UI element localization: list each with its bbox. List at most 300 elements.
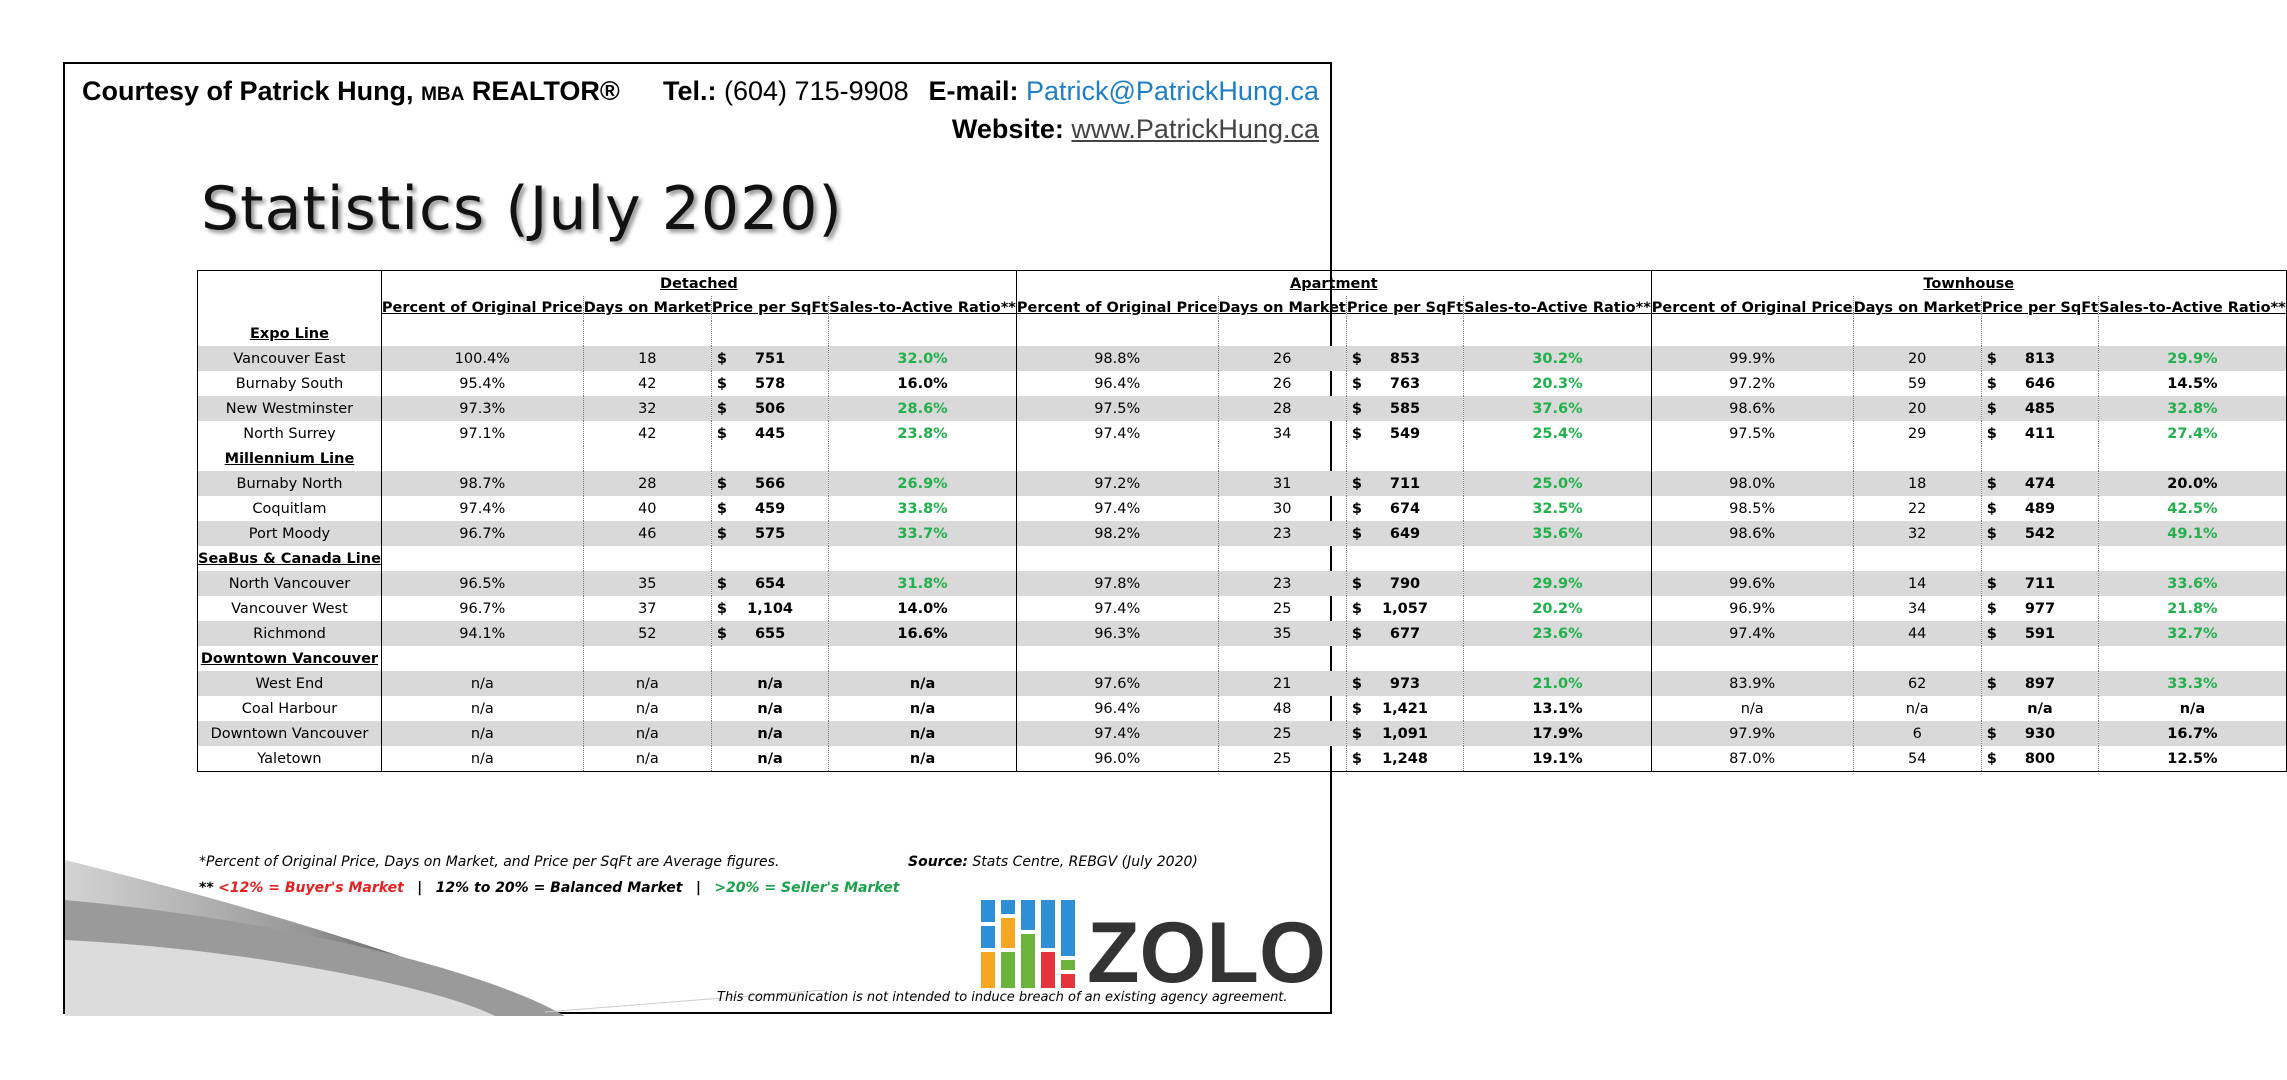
- percent-original-cell: 98.8%: [1016, 346, 1218, 371]
- currency-symbol: $: [1351, 500, 1362, 517]
- area-name: Vancouver East: [198, 346, 382, 371]
- currency-symbol: $: [1986, 725, 1997, 742]
- currency-symbol: $: [1986, 375, 1997, 392]
- currency-symbol: $: [716, 375, 728, 392]
- table-row: [198, 571, 2287, 596]
- days-on-market-cell: 32: [583, 396, 711, 421]
- price-per-sqft-cell: [711, 371, 828, 396]
- sales-ratio-cell: n/a: [829, 721, 1017, 746]
- empty-cell: [1016, 646, 1218, 671]
- price-per-sqft-cell: [1981, 496, 2098, 521]
- empty-cell: [583, 646, 711, 671]
- sales-ratio-cell: 27.4%: [2167, 425, 2218, 442]
- price-per-sqft-cell: [1981, 621, 2098, 646]
- currency-symbol: $: [1351, 600, 1362, 617]
- price-per-sqft-cell: [1346, 721, 1463, 746]
- table-row: [198, 496, 2287, 521]
- days-on-market-cell: 34: [1853, 596, 1981, 621]
- column-header: Sales-to-Active Ratio**: [1464, 296, 1652, 321]
- price-value: 897: [2024, 675, 2056, 692]
- sales-ratio-cell: 26.9%: [829, 471, 1017, 496]
- price-value: 655: [754, 625, 786, 642]
- table-row: [198, 346, 2287, 371]
- empty-cell: [829, 646, 1017, 671]
- price-per-sqft-cell: n/a: [1981, 696, 2098, 721]
- sales-ratio-cell: 49.1%: [2099, 521, 2287, 546]
- days-on-market-cell: 25: [1218, 596, 1346, 621]
- percent-original-cell: 97.9%: [1651, 721, 1853, 746]
- tel-line: [663, 76, 909, 107]
- table-row: [198, 371, 2287, 396]
- price-per-sqft-cell: [1346, 571, 1463, 596]
- days-on-market-cell: 40: [583, 496, 711, 521]
- days-on-market-cell: 25: [1218, 721, 1346, 746]
- empty-cell: [1016, 446, 1218, 471]
- currency-symbol: $: [1986, 600, 1997, 617]
- price-value: 1,104: [747, 600, 794, 617]
- corner-cell-2: [198, 296, 382, 321]
- empty-cell: [1464, 646, 1652, 671]
- days-on-market-cell: 25: [1218, 746, 1346, 772]
- empty-cell: [1981, 546, 2098, 571]
- days-on-market-cell: 14: [1853, 571, 1981, 596]
- days-on-market-cell: 26: [1218, 346, 1346, 371]
- price-per-sqft-cell: [1981, 346, 2098, 371]
- sales-ratio-cell: 19.1%: [1464, 746, 1652, 772]
- empty-cell: [711, 321, 828, 346]
- currency-symbol: $: [1986, 425, 1997, 442]
- days-on-market-cell: 23: [1218, 571, 1346, 596]
- section-row: [198, 546, 2287, 571]
- sales-ratio-cell: 33.6%: [2099, 571, 2287, 596]
- percent-original-cell: 97.6%: [1016, 671, 1218, 696]
- sales-ratio-cell: 23.8%: [829, 421, 1017, 446]
- percent-original-cell: 96.4%: [1016, 371, 1218, 396]
- price-value: 1,091: [1382, 725, 1428, 742]
- courtesy-name: Courtesy of Patrick Hung,: [82, 76, 414, 106]
- currency-symbol: $: [1351, 350, 1362, 367]
- days-on-market-cell: n/a: [1853, 696, 1981, 721]
- percent-original-cell: 98.2%: [1016, 521, 1218, 546]
- sales-ratio-cell: 25.0%: [1464, 471, 1652, 496]
- percent-original-cell: 97.4%: [1016, 421, 1218, 446]
- website-link[interactable]: www.PatrickHung.ca: [1071, 114, 1319, 144]
- legend-buyers: <12% = Buyer's Market: [218, 880, 404, 896]
- section-title: Expo Line: [198, 321, 382, 346]
- empty-cell: [711, 446, 828, 471]
- price-per-sqft-cell: [1346, 346, 1463, 371]
- sales-ratio-cell: 14.5%: [2167, 375, 2218, 392]
- sales-ratio-cell: 30.2%: [1464, 346, 1652, 371]
- currency-symbol: $: [1351, 525, 1362, 542]
- sales-ratio-cell: 32.8%: [2099, 396, 2287, 421]
- price-value: 813: [2024, 350, 2056, 367]
- empty-cell: [1651, 646, 1853, 671]
- price-per-sqft-cell: [1981, 746, 2098, 772]
- sales-ratio-cell: 25.4%: [1464, 421, 1652, 446]
- tel-label: Tel.:: [663, 76, 717, 106]
- decorative-swoosh: [65, 860, 825, 1016]
- sales-ratio-cell: 42.5%: [2167, 500, 2218, 517]
- table-row: [198, 721, 2287, 746]
- price-value: 578: [754, 375, 786, 392]
- empty-cell: [381, 646, 583, 671]
- legend-sellers: >20% = Seller's Market: [714, 880, 900, 896]
- currency-symbol: $: [716, 350, 728, 367]
- price-per-sqft-cell: [1981, 596, 2098, 621]
- price-value: 751: [754, 350, 786, 367]
- sales-ratio-cell: 21.0%: [1464, 671, 1652, 696]
- currency-symbol: $: [1351, 750, 1362, 767]
- courtesy-mba: MBA: [421, 84, 465, 105]
- empty-cell: [2099, 321, 2287, 346]
- empty-cell: [1981, 646, 2098, 671]
- area-name: Yaletown: [198, 746, 382, 772]
- percent-original-cell: 97.2%: [1651, 371, 1853, 396]
- column-header: Price per SqFt: [1346, 296, 1463, 321]
- agency-disclaimer: This communication is not intended to induce breach of an existing agency agreement.: [717, 990, 1288, 1005]
- table-row: [198, 421, 2287, 446]
- area-name: Burnaby North: [198, 471, 382, 496]
- percent-original-cell: 94.1%: [381, 621, 583, 646]
- percent-original-cell: 97.5%: [1651, 421, 1853, 446]
- sales-ratio-cell: 20.3%: [1464, 371, 1652, 396]
- empty-cell: [1346, 546, 1463, 571]
- percent-original-cell: 96.5%: [381, 571, 583, 596]
- days-on-market-cell: 62: [1853, 671, 1981, 696]
- days-on-market-cell: 26: [1218, 371, 1346, 396]
- currency-symbol: $: [716, 425, 728, 442]
- price-value: 674: [1389, 500, 1421, 517]
- price-value: 459: [754, 500, 786, 517]
- percent-original-cell: n/a: [381, 696, 583, 721]
- sales-ratio-cell: 32.5%: [1464, 496, 1652, 521]
- empty-cell: [2099, 446, 2287, 471]
- currency-symbol: $: [1351, 425, 1362, 442]
- price-value: 711: [2024, 575, 2056, 592]
- price-per-sqft-cell: [711, 596, 828, 621]
- percent-original-cell: 98.6%: [1651, 521, 1853, 546]
- empty-cell: [829, 546, 1017, 571]
- sales-ratio-cell: 35.6%: [1464, 521, 1652, 546]
- price-per-sqft-cell: [1346, 746, 1463, 772]
- price-value: 575: [754, 525, 786, 542]
- days-on-market-cell: 48: [1218, 696, 1346, 721]
- percent-original-cell: 98.6%: [1651, 396, 1853, 421]
- percent-original-cell: 99.9%: [1651, 346, 1853, 371]
- sales-ratio-cell: 14.0%: [829, 596, 1017, 621]
- percent-original-cell: 97.4%: [381, 496, 583, 521]
- currency-symbol: $: [716, 625, 728, 642]
- price-per-sqft-cell: [711, 571, 828, 596]
- days-on-market-cell: 37: [583, 596, 711, 621]
- section-row: [198, 321, 2287, 346]
- source-value: Stats Centre, REBGV (July 2020): [972, 854, 1198, 870]
- price-value: 977: [2024, 600, 2056, 617]
- days-on-market-cell: 29: [1853, 421, 1981, 446]
- percent-original-cell: 97.4%: [1016, 596, 1218, 621]
- group-detached: Detached: [381, 271, 1016, 297]
- area-name: West End: [198, 671, 382, 696]
- empty-cell: [1016, 546, 1218, 571]
- email-line: [928, 76, 1319, 107]
- column-header: Days on Market: [583, 296, 711, 321]
- legend-sep-1: |: [417, 880, 423, 896]
- price-per-sqft-cell: [1346, 621, 1463, 646]
- currency-symbol: $: [1351, 400, 1362, 417]
- section-title: Downtown Vancouver: [198, 646, 382, 671]
- percent-original-cell: n/a: [381, 721, 583, 746]
- price-per-sqft-cell: n/a: [711, 671, 828, 696]
- sales-ratio-cell: 32.0%: [829, 346, 1017, 371]
- days-on-market-cell: 44: [1853, 621, 1981, 646]
- table-body: [198, 321, 2287, 772]
- sales-ratio-cell: 29.9%: [1464, 571, 1652, 596]
- area-name: Coquitlam: [198, 496, 382, 521]
- price-per-sqft-cell: [711, 421, 828, 446]
- percent-original-cell: 97.4%: [1016, 496, 1218, 521]
- sales-ratio-cell: 29.9%: [2099, 346, 2287, 371]
- percent-original-cell: 98.0%: [1651, 471, 1853, 496]
- footnote-average: *Percent of Original Price, Days on Market, and Price per SqFt are Average figures.: [199, 854, 780, 870]
- percent-original-cell: 97.5%: [1016, 396, 1218, 421]
- days-on-market-cell: n/a: [583, 671, 711, 696]
- sales-ratio-cell: n/a: [829, 746, 1017, 772]
- price-value: 585: [1389, 400, 1421, 417]
- sales-ratio-cell: 16.6%: [829, 621, 1017, 646]
- price-per-sqft-cell: [1981, 521, 2098, 546]
- sales-ratio-cell: 17.9%: [1464, 721, 1652, 746]
- currency-symbol: $: [1351, 625, 1362, 642]
- statistics-table: [197, 270, 2287, 772]
- empty-cell: [1464, 546, 1652, 571]
- price-value: 973: [1389, 675, 1421, 692]
- table-row: [198, 596, 2287, 621]
- days-on-market-cell: 54: [1853, 746, 1981, 772]
- days-on-market-cell: 46: [583, 521, 711, 546]
- sales-ratio-cell: 28.6%: [829, 396, 1017, 421]
- empty-cell: [1218, 546, 1346, 571]
- empty-cell: [583, 546, 711, 571]
- currency-symbol: $: [1986, 750, 1997, 767]
- empty-cell: [1651, 546, 1853, 571]
- empty-cell: [583, 446, 711, 471]
- area-name: Coal Harbour: [198, 696, 382, 721]
- percent-original-cell: 96.7%: [381, 596, 583, 621]
- price-value: 566: [754, 475, 786, 492]
- price-per-sqft-cell: [1346, 371, 1463, 396]
- price-value: 1,057: [1382, 600, 1428, 617]
- percent-original-cell: 100.4%: [381, 346, 583, 371]
- legend-prefix: **: [199, 880, 214, 896]
- sales-ratio-cell: 21.8%: [2167, 600, 2218, 617]
- currency-symbol: $: [1986, 525, 1997, 542]
- courtesy-line: [82, 76, 620, 107]
- days-on-market-cell: 18: [583, 346, 711, 371]
- price-value: 790: [1389, 575, 1421, 592]
- days-on-market-cell: 30: [1218, 496, 1346, 521]
- price-per-sqft-cell: [711, 346, 828, 371]
- sales-ratio-cell: n/a: [829, 696, 1017, 721]
- legend-sep-2: |: [695, 880, 701, 896]
- empty-cell: [1346, 646, 1463, 671]
- days-on-market-cell: 22: [1853, 496, 1981, 521]
- percent-original-cell: 97.3%: [381, 396, 583, 421]
- currency-symbol: $: [1351, 725, 1362, 742]
- area-name: North Surrey: [198, 421, 382, 446]
- currency-symbol: $: [1986, 575, 1997, 592]
- column-header: Percent of Original Price: [1651, 296, 1853, 321]
- area-name: Richmond: [198, 621, 382, 646]
- empty-cell: [829, 446, 1017, 471]
- table-row: [198, 621, 2287, 646]
- sales-ratio-cell: 31.8%: [829, 571, 1017, 596]
- days-on-market-cell: 59: [1853, 371, 1981, 396]
- empty-cell: [2099, 646, 2287, 671]
- days-on-market-cell: 28: [1218, 396, 1346, 421]
- table-row: [198, 746, 2287, 772]
- days-on-market-cell: 42: [583, 421, 711, 446]
- days-on-market-cell: 28: [583, 471, 711, 496]
- currency-symbol: $: [1351, 675, 1362, 692]
- sales-ratio-cell: 12.5%: [2167, 750, 2218, 767]
- percent-original-cell: 96.9%: [1651, 596, 1853, 621]
- sales-ratio-cell: 13.1%: [1464, 696, 1652, 721]
- currency-symbol: $: [1351, 375, 1362, 392]
- days-on-market-cell: 18: [1853, 471, 1981, 496]
- price-value: 654: [754, 575, 786, 592]
- days-on-market-cell: 52: [583, 621, 711, 646]
- price-value: 591: [2024, 625, 2056, 642]
- section-row: [198, 446, 2287, 471]
- price-per-sqft-cell: [1346, 496, 1463, 521]
- days-on-market-cell: 23: [1218, 521, 1346, 546]
- section-row: [198, 646, 2287, 671]
- days-on-market-cell: n/a: [583, 721, 711, 746]
- legend-balanced: 12% to 20% = Balanced Market: [435, 880, 683, 896]
- currency-symbol: $: [1351, 575, 1362, 592]
- empty-cell: [711, 546, 828, 571]
- percent-original-cell: 97.8%: [1016, 571, 1218, 596]
- price-value: 763: [1389, 375, 1421, 392]
- page-frame: [63, 62, 2286, 1014]
- currency-symbol: $: [1351, 475, 1362, 492]
- currency-symbol: $: [1986, 400, 1997, 417]
- percent-original-cell: 99.6%: [1651, 571, 1853, 596]
- table-row: [198, 671, 2287, 696]
- percent-original-cell: 95.4%: [381, 371, 583, 396]
- currency-symbol: $: [716, 475, 728, 492]
- currency-symbol: $: [1351, 700, 1362, 717]
- empty-cell: [1016, 321, 1218, 346]
- sales-ratio-cell: 33.7%: [829, 521, 1017, 546]
- price-per-sqft-cell: [711, 496, 828, 521]
- area-name: Downtown Vancouver: [198, 721, 382, 746]
- days-on-market-cell: 21: [1218, 671, 1346, 696]
- price-per-sqft-cell: [1346, 471, 1463, 496]
- email-link[interactable]: Patrick@PatrickHung.ca: [1025, 76, 1319, 106]
- percent-original-cell: 96.0%: [1016, 746, 1218, 772]
- price-per-sqft-cell: [1981, 721, 2098, 746]
- price-per-sqft-cell: [711, 471, 828, 496]
- source-label: Source:: [908, 854, 968, 870]
- price-value: 485: [2024, 400, 2056, 417]
- price-per-sqft-cell: [1981, 421, 2098, 446]
- sales-ratio-cell: 20.0%: [2099, 471, 2287, 496]
- empty-cell: [711, 646, 828, 671]
- tel-value[interactable]: (604) 715-9908: [724, 76, 909, 106]
- percent-original-cell: 97.4%: [1016, 721, 1218, 746]
- sales-ratio-cell: 16.7%: [2099, 721, 2287, 746]
- area-name: Port Moody: [198, 521, 382, 546]
- days-on-market-cell: 42: [583, 371, 711, 396]
- table-row: [198, 696, 2287, 721]
- percent-original-cell: n/a: [381, 746, 583, 772]
- zolo-logo: [981, 900, 1326, 1001]
- sales-ratio-cell: n/a: [829, 671, 1017, 696]
- price-per-sqft-cell: [1346, 596, 1463, 621]
- email-label: E-mail:: [928, 76, 1019, 106]
- price-per-sqft-cell: n/a: [711, 746, 828, 772]
- percent-original-cell: n/a: [1651, 696, 1853, 721]
- days-on-market-cell: 31: [1218, 471, 1346, 496]
- percent-original-cell: 98.7%: [381, 471, 583, 496]
- currency-symbol: $: [716, 575, 728, 592]
- column-header: Percent of Original Price: [381, 296, 583, 321]
- corner-cell: [198, 271, 382, 297]
- empty-cell: [1651, 446, 1853, 471]
- zolo-logo-text: ZOLO: [1087, 905, 1326, 1001]
- page-title: Statistics (July 2020): [201, 174, 843, 244]
- empty-cell: [381, 321, 583, 346]
- empty-cell: [1218, 446, 1346, 471]
- column-header: Sales-to-Active Ratio**: [829, 296, 1017, 321]
- price-per-sqft-cell: [1981, 371, 2098, 396]
- empty-cell: [829, 321, 1017, 346]
- currency-symbol: $: [716, 500, 728, 517]
- table-row: [198, 471, 2287, 496]
- table-row: [198, 396, 2287, 421]
- empty-cell: [1651, 321, 1853, 346]
- column-header: Price per SqFt: [711, 296, 828, 321]
- empty-cell: [381, 546, 583, 571]
- empty-cell: [1853, 546, 1981, 571]
- price-value: 489: [2024, 500, 2056, 517]
- currency-symbol: $: [1986, 350, 1997, 367]
- price-per-sqft-cell: [1981, 571, 2098, 596]
- group-apartment: Apartment: [1016, 271, 1651, 297]
- days-on-market-cell: 35: [1218, 621, 1346, 646]
- percent-original-cell: 83.9%: [1651, 671, 1853, 696]
- percent-original-cell: 96.3%: [1016, 621, 1218, 646]
- website-label: Website:: [951, 114, 1064, 144]
- table-row: [198, 521, 2287, 546]
- section-title: SeaBus & Canada Line: [198, 546, 382, 571]
- empty-cell: [1853, 646, 1981, 671]
- percent-original-cell: n/a: [381, 671, 583, 696]
- empty-cell: [1346, 446, 1463, 471]
- website-line: [952, 114, 1319, 145]
- column-header: Days on Market: [1218, 296, 1346, 321]
- price-value: 711: [1389, 475, 1421, 492]
- empty-cell: [1853, 321, 1981, 346]
- days-on-market-cell: 32: [1853, 521, 1981, 546]
- price-per-sqft-cell: [1981, 471, 2098, 496]
- sales-ratio-cell: 33.3%: [2099, 671, 2287, 696]
- currency-symbol: $: [716, 600, 728, 617]
- percent-original-cell: 97.1%: [381, 421, 583, 446]
- courtesy-realtor: REALTOR®: [471, 76, 620, 106]
